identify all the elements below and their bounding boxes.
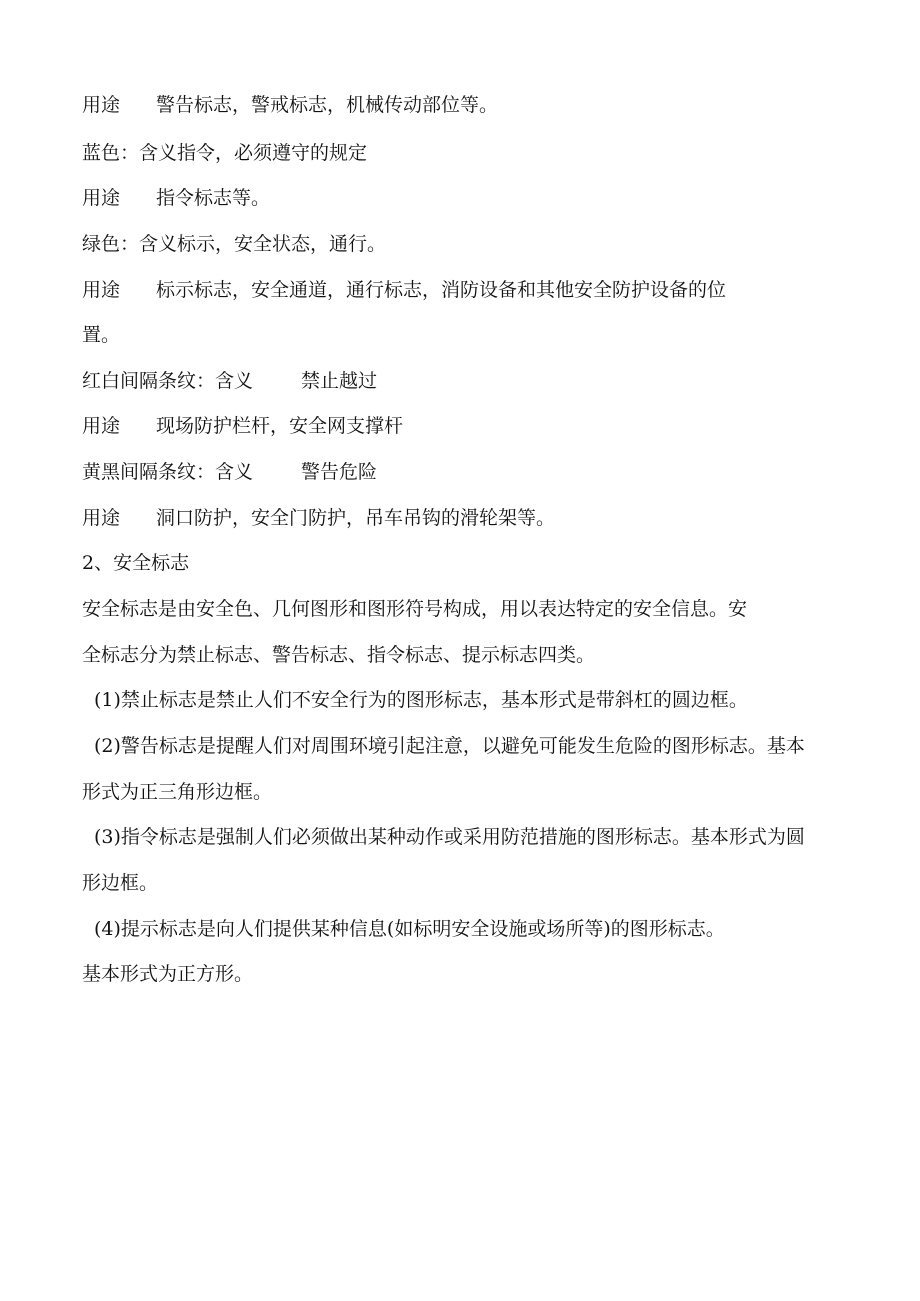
usage-line-continuation: 置。 <box>82 324 121 346</box>
paragraph-line: 安全标志是由安全色、几何图形和图形符号构成，用以表达特定的安全信息。安 <box>82 598 748 620</box>
usage-label: 用途 <box>82 279 121 301</box>
usage-line-instruction <box>82 186 270 210</box>
list-item-continuation: 形边框。 <box>82 872 159 894</box>
list-item-continuation: 基本形式为正方形。 <box>82 963 254 985</box>
list-item-continuation: 形式为正三角形边框。 <box>82 781 273 803</box>
section-heading: 2、安全标志 <box>82 552 190 574</box>
usage-label: 用途 <box>82 415 121 437</box>
list-item-prohibition: (1)禁止标志是禁止人们不安全行为的图形标志，基本形式是带斜杠的圆边框。 <box>94 689 748 711</box>
stripe-meaning: 禁止越过 <box>301 370 378 392</box>
usage-text: 标示标志，安全通道，通行标志，消防设备和其他安全防护设备的位 <box>156 279 727 301</box>
list-item-information: (4)提示标志是向人们提供某种信息(如标明安全设施或场所等)的图形标志。 <box>94 918 725 940</box>
usage-text: 洞口防护，安全门防护，吊车吊钩的滑轮架等。 <box>156 507 556 529</box>
list-item-instruction: (3)指令标志是强制人们必须做出某种动作或采用防范措施的图形标志。基本形式为圆 <box>94 826 805 848</box>
usage-text: 警告标志，警戒标志，机械传动部位等。 <box>156 94 499 116</box>
usage-label: 用途 <box>82 94 121 116</box>
red-white-stripe-line <box>82 369 377 393</box>
usage-line-railing <box>82 414 403 438</box>
list-item-warning: (2)警告标志是提醒人们对周围环境引起注意，以避免可能发生危险的图形标志。基本 <box>94 735 805 757</box>
usage-text: 指令标志等。 <box>156 187 271 209</box>
stripe-label: 红白间隔条纹：含义 <box>82 370 254 392</box>
blue-meaning-line: 蓝色：含义指令，必须遵守的规定 <box>82 142 368 164</box>
usage-line-indication <box>82 278 726 302</box>
usage-line-opening <box>82 506 555 530</box>
stripe-meaning: 警告危险 <box>301 461 378 483</box>
usage-text: 现场防护栏杆，安全网支撑杆 <box>156 415 404 437</box>
yellow-black-stripe-line <box>82 460 377 484</box>
green-meaning-line: 绿色：含义标示，安全状态，通行。 <box>82 233 387 255</box>
usage-label: 用途 <box>82 187 121 209</box>
usage-line-warning <box>82 93 498 117</box>
paragraph-line: 全标志分为禁止标志、警告标志、指令标志、提示标志四类。 <box>82 644 596 666</box>
usage-label: 用途 <box>82 507 121 529</box>
stripe-label: 黄黑间隔条纹：含义 <box>82 461 254 483</box>
